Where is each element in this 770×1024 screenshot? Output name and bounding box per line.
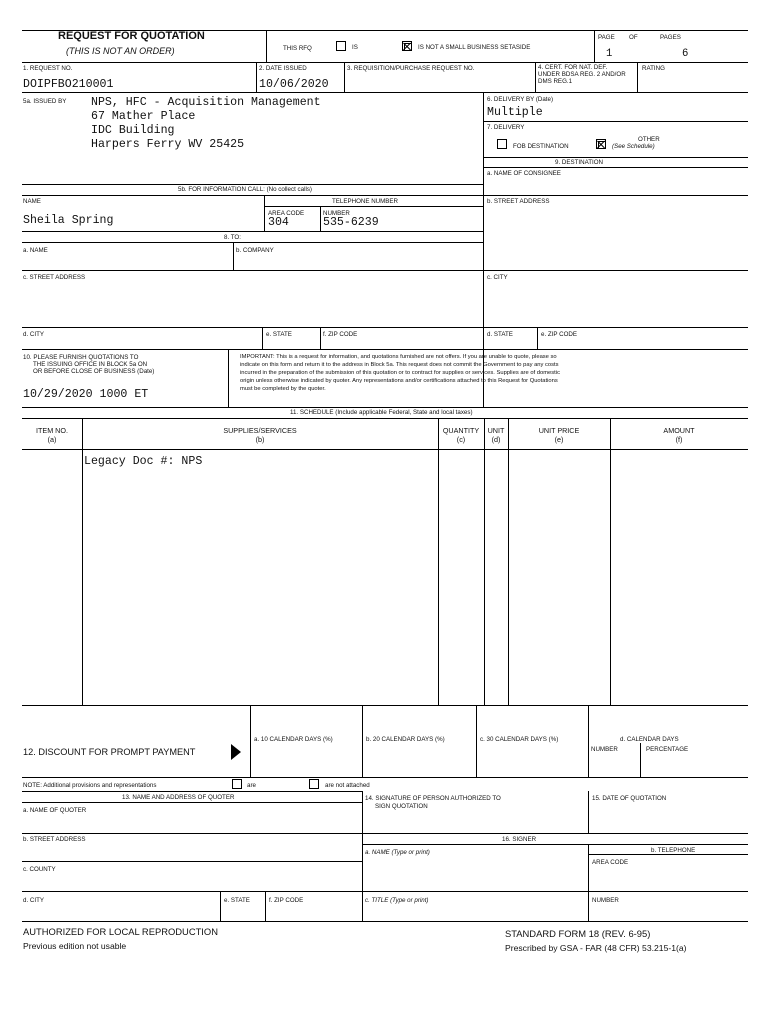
col-unit-price: UNIT PRICE: [538, 426, 580, 435]
important-line2: indicate on this form and return it to the address in Block 5a. This request does not commit the Government to pay any costs: [240, 362, 559, 368]
are-not-label: are not attached: [325, 782, 370, 789]
quoter-address-label: 13. NAME AND ADDRESS OF QUOTER: [122, 794, 235, 801]
request-no-value: DOIPFBO210001: [23, 78, 114, 91]
signer-title-label: c. TITLE (Type or print): [365, 897, 429, 904]
footer-standard-form: STANDARD FORM 18 (REV. 6-95): [505, 928, 651, 939]
schedule-title: 11. SCHEDULE (Include applicable Federal, State and local taxes): [290, 409, 473, 416]
important-line1: IMPORTANT: This is a request for information, and quotations furnished are not offers. If you are unable to quote, please so: [240, 354, 557, 360]
note-label: NOTE: Additional provisions and representations: [23, 782, 157, 789]
issued-by-line1: NPS, HFC - Acquisition Management: [91, 96, 321, 109]
col-item-no-sub: (a): [47, 435, 57, 444]
phone-number-value: 535-6239: [323, 216, 379, 229]
col-unit-sub: (d): [491, 435, 501, 444]
cert-nat-def-label: 4. CERT. FOR NAT. DEF. UNDER BDSA REG. 2 AND/OR DMS REG.1: [538, 64, 626, 86]
dest-zip-label: e. ZIP CODE: [541, 331, 577, 338]
rating-label: RATING: [642, 65, 665, 72]
issued-by-label: 5a. ISSUED BY: [23, 98, 67, 105]
to-city-label: d. CITY: [23, 331, 44, 338]
date-issued-value: 10/06/2020: [259, 78, 329, 91]
other-label: OTHER: [638, 136, 660, 143]
contact-name-label: NAME: [23, 198, 41, 205]
furnish-quotations-line3: OR BEFORE CLOSE OF BUSINESS (Date): [33, 368, 155, 375]
pages-label: PAGES: [660, 34, 681, 41]
col-amount: AMOUNT: [663, 426, 695, 435]
col-quantity-sub: (c): [456, 435, 466, 444]
signer-name-label: a. NAME (Type or print): [365, 849, 430, 856]
area-code-value: 304: [268, 216, 289, 229]
delivery-by-value: Multiple: [487, 106, 543, 119]
discount-percentage-label: PERCENTAGE: [646, 746, 689, 753]
consignee-name-label: a. NAME OF CONSIGNEE: [487, 170, 561, 177]
signer-telephone-label: b. TELEPHONE: [651, 847, 696, 854]
issued-by-line3: IDC Building: [91, 124, 175, 137]
footer-previous-edition: Previous edition not usable: [23, 941, 127, 951]
dest-city-label: c. CITY: [487, 274, 508, 281]
other-sub-label: (See Schedule): [612, 143, 655, 150]
col-amount-sub: (f): [675, 435, 683, 444]
are-label: are: [247, 782, 256, 789]
furnish-quotations-line1: 10. PLEASE FURNISH QUOTATIONS TO: [23, 354, 139, 361]
quoter-name-label: a. NAME OF QUOTER: [23, 807, 87, 814]
quoter-state-label: e. STATE: [224, 897, 250, 904]
discount-30-days: c. 30 CALENDAR DAYS (%): [480, 736, 559, 743]
footer-prescribed-by: Prescribed by GSA - FAR (48 CFR) 53.215-1(a): [505, 943, 687, 953]
are-not-checkbox[interactable]: [309, 779, 319, 789]
delivery-by-label: 6. DELIVERY BY (Date): [487, 96, 554, 103]
footer-authorized: AUTHORIZED FOR LOCAL REPRODUCTION: [23, 926, 218, 937]
are-checkbox[interactable]: [232, 779, 242, 789]
col-quantity: QUANTITY: [442, 426, 480, 435]
arrow-right-icon: [231, 744, 241, 760]
issued-by-line2: 67 Mather Place: [91, 110, 196, 123]
form-title: REQUEST FOR QUOTATION: [58, 30, 205, 42]
page-label: PAGE: [598, 34, 615, 41]
date-of-quotation-label: 15. DATE OF QUOTATION: [592, 795, 667, 802]
col-supplies: SUPPLIES/SERVICES: [223, 426, 297, 435]
destination-label: 9. DESTINATION: [555, 159, 604, 166]
important-line5: must be completed by the quoter.: [240, 386, 326, 392]
form-subtitle: (THIS IS NOT AN ORDER): [66, 46, 175, 56]
request-no-label: 1. REQUEST NO.: [23, 65, 73, 72]
discount-10-days: a. 10 CALENDAR DAYS (%): [254, 736, 333, 743]
other-checkbox-checked[interactable]: [596, 139, 606, 149]
col-unit: UNIT: [487, 426, 505, 435]
info-call-label: 5b. FOR INFORMATION CALL: (No collect calls): [178, 186, 312, 193]
to-zip-label: f. ZIP CODE: [323, 331, 358, 338]
furnish-quotations-line2: THE ISSUING OFFICE IN BLOCK 5a ON: [33, 361, 148, 368]
issued-by-line4: Harpers Ferry WV 25425: [91, 138, 245, 151]
col-unit-price-sub: (e): [554, 435, 564, 444]
dest-state-label: d. STATE: [487, 331, 513, 338]
this-rfq-label: THIS RFQ: [283, 45, 312, 52]
quoter-zip-label: f. ZIP CODE: [269, 897, 304, 904]
pages-total: 6: [682, 48, 689, 60]
number-label: NUMBER: [323, 210, 350, 217]
col-item-no: ITEM NO.: [36, 426, 68, 435]
discount-number-label: NUMBER: [591, 746, 618, 753]
quoter-county-label: c. COUNTY: [23, 866, 56, 873]
requisition-label: 3. REQUISITION/PURCHASE REQUEST NO.: [347, 65, 475, 72]
fob-destination-label: FOB DESTINATION: [513, 143, 569, 150]
to-company-label: b. COMPANY: [236, 247, 274, 254]
signature-label-line1: 14. SIGNATURE OF PERSON AUTHORIZED TO: [365, 795, 501, 802]
signer-label: 16. SIGNER: [502, 836, 537, 843]
important-line3: incurred in the preparation of the submission of this quotation or to contract for supplies or services. Supplies are of domestic: [240, 370, 560, 376]
col-supplies-sub: (b): [255, 435, 265, 444]
signer-area-code-label: AREA CODE: [592, 859, 629, 866]
to-state-label: e. STATE: [266, 331, 292, 338]
discount-calendar-days: d. CALENDAR DAYS: [620, 736, 679, 743]
discount-20-days: b. 20 CALENDAR DAYS (%): [366, 736, 445, 743]
is-not-label: IS NOT A SMALL BUSINESS SETASIDE: [418, 44, 531, 51]
is-label: IS: [352, 44, 358, 51]
delivery-label: 7. DELIVERY: [487, 124, 525, 131]
row-supplies: Legacy Doc #: NPS: [84, 455, 203, 468]
to-street-label: c. STREET ADDRESS: [23, 274, 86, 281]
telephone-label: TELEPHONE NUMBER: [332, 198, 399, 205]
signer-number-label: NUMBER: [592, 897, 619, 904]
quoter-street-label: b. STREET ADDRESS: [23, 836, 86, 843]
of-label: OF: [629, 34, 638, 41]
is-checkbox[interactable]: [336, 41, 346, 51]
page-number: 1: [606, 48, 613, 60]
street-address-label-dest: b. STREET ADDRESS: [487, 198, 550, 205]
date-issued-label: 2. DATE ISSUED: [259, 65, 307, 72]
area-code-label: AREA CODE: [268, 210, 305, 217]
contact-name-value: Sheila Spring: [23, 214, 114, 227]
fob-destination-checkbox[interactable]: [497, 139, 507, 149]
to-label: 8. TO:: [224, 234, 241, 241]
quotation-due-value: 10/29/2020 1000 ET: [23, 388, 149, 401]
is-not-checkbox-checked[interactable]: [402, 41, 412, 51]
important-line4: origin unless otherwise indicated by quoter. Any representations and/or certifications attached to this Request for Quotations: [240, 378, 558, 384]
signature-label-line2: SIGN QUOTATION: [375, 803, 428, 810]
discount-label: 12. DISCOUNT FOR PROMPT PAYMENT: [23, 747, 196, 757]
quoter-city-label: d. CITY: [23, 897, 44, 904]
to-name-label: a. NAME: [23, 247, 48, 254]
